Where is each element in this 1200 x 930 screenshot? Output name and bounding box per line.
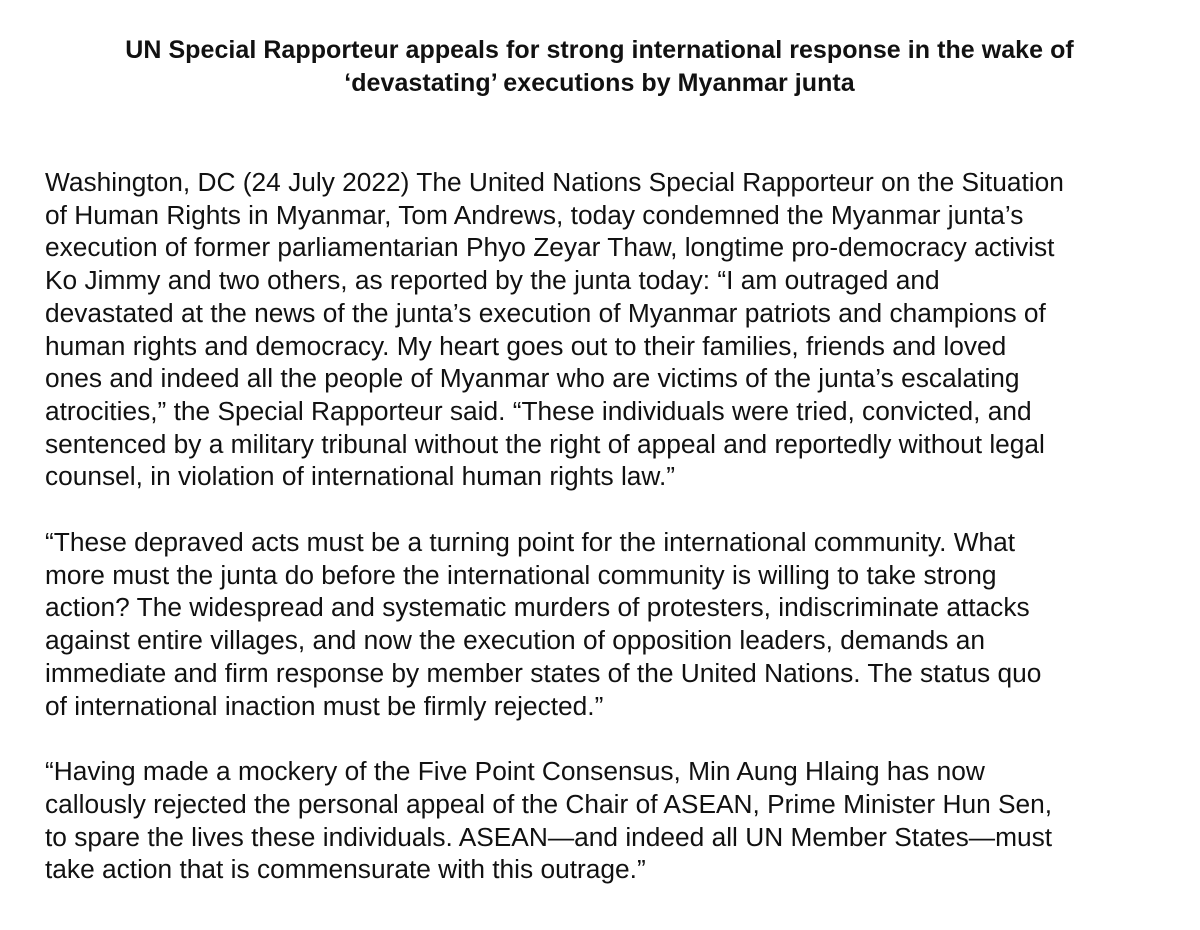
text-line: to spare the lives these individuals. ASEAN—and indeed all UN Member States—must [45, 821, 1053, 852]
text-line: “These depraved acts must be a turning point for the international community. What [45, 527, 1016, 558]
text-line: immediate and firm response by member states of the United Nations. The status quo [45, 657, 1042, 688]
text-line: take action that is commensurate with this outrage.” [45, 854, 646, 885]
paragraph-statement [45, 166, 1154, 493]
text-line: execution of former parliamentarian Phyo Zeyar Thaw, longtime pro-democracy activist [45, 232, 1055, 263]
paragraph-asean [45, 755, 1154, 886]
document-title-line: ‘devastating’ executions by Myanmar junta [344, 69, 855, 97]
text-line: callously rejected the personal appeal of the Chair of ASEAN, Prime Minister Hun Sen, [45, 788, 1053, 819]
paragraph-turning-point [45, 526, 1154, 722]
text-line: Ko Jimmy and two others, as reported by the junta today: “I am outraged and [45, 265, 940, 296]
text-line: against entire villages, and now the execution of opposition leaders, demands an [45, 625, 985, 656]
text-line: ones and indeed all the people of Myanmar who are victims of the junta’s escalating [45, 363, 1020, 394]
text-line: of international inaction must be firmly rejected.” [45, 690, 604, 721]
text-line: Washington, DC (24 July 2022) The United Nations Special Rapporteur on the Situation [45, 167, 1064, 197]
document-title-line: UN Special Rapporteur appeals for strong international response in the wake of [125, 36, 1074, 64]
document-title [45, 34, 1154, 100]
text-line: human rights and democracy. My heart goes out to their families, friends and loved [45, 330, 1007, 361]
text-line: more must the junta do before the international community is willing to take strong [45, 559, 997, 590]
document-body [45, 166, 1154, 886]
text-line: devastated at the news of the junta’s execution of Myanmar patriots and champions of [45, 297, 1046, 328]
text-line: sentenced by a military tribunal without the right of appeal and reportedly without legal [45, 428, 1045, 459]
text-line: action? The widespread and systematic murders of protesters, indiscriminate attacks [45, 592, 1030, 623]
text-line: counsel, in violation of international human rights law.” [45, 461, 676, 492]
text-line: atrocities,” the Special Rapporteur said. “These individuals were tried, convicted, and [45, 395, 1032, 426]
text-line: “Having made a mockery of the Five Point Consensus, Min Aung Hlaing has now [45, 756, 985, 787]
text-line: of Human Rights in Myanmar, Tom Andrews, today condemned the Myanmar junta’s [45, 199, 1024, 230]
